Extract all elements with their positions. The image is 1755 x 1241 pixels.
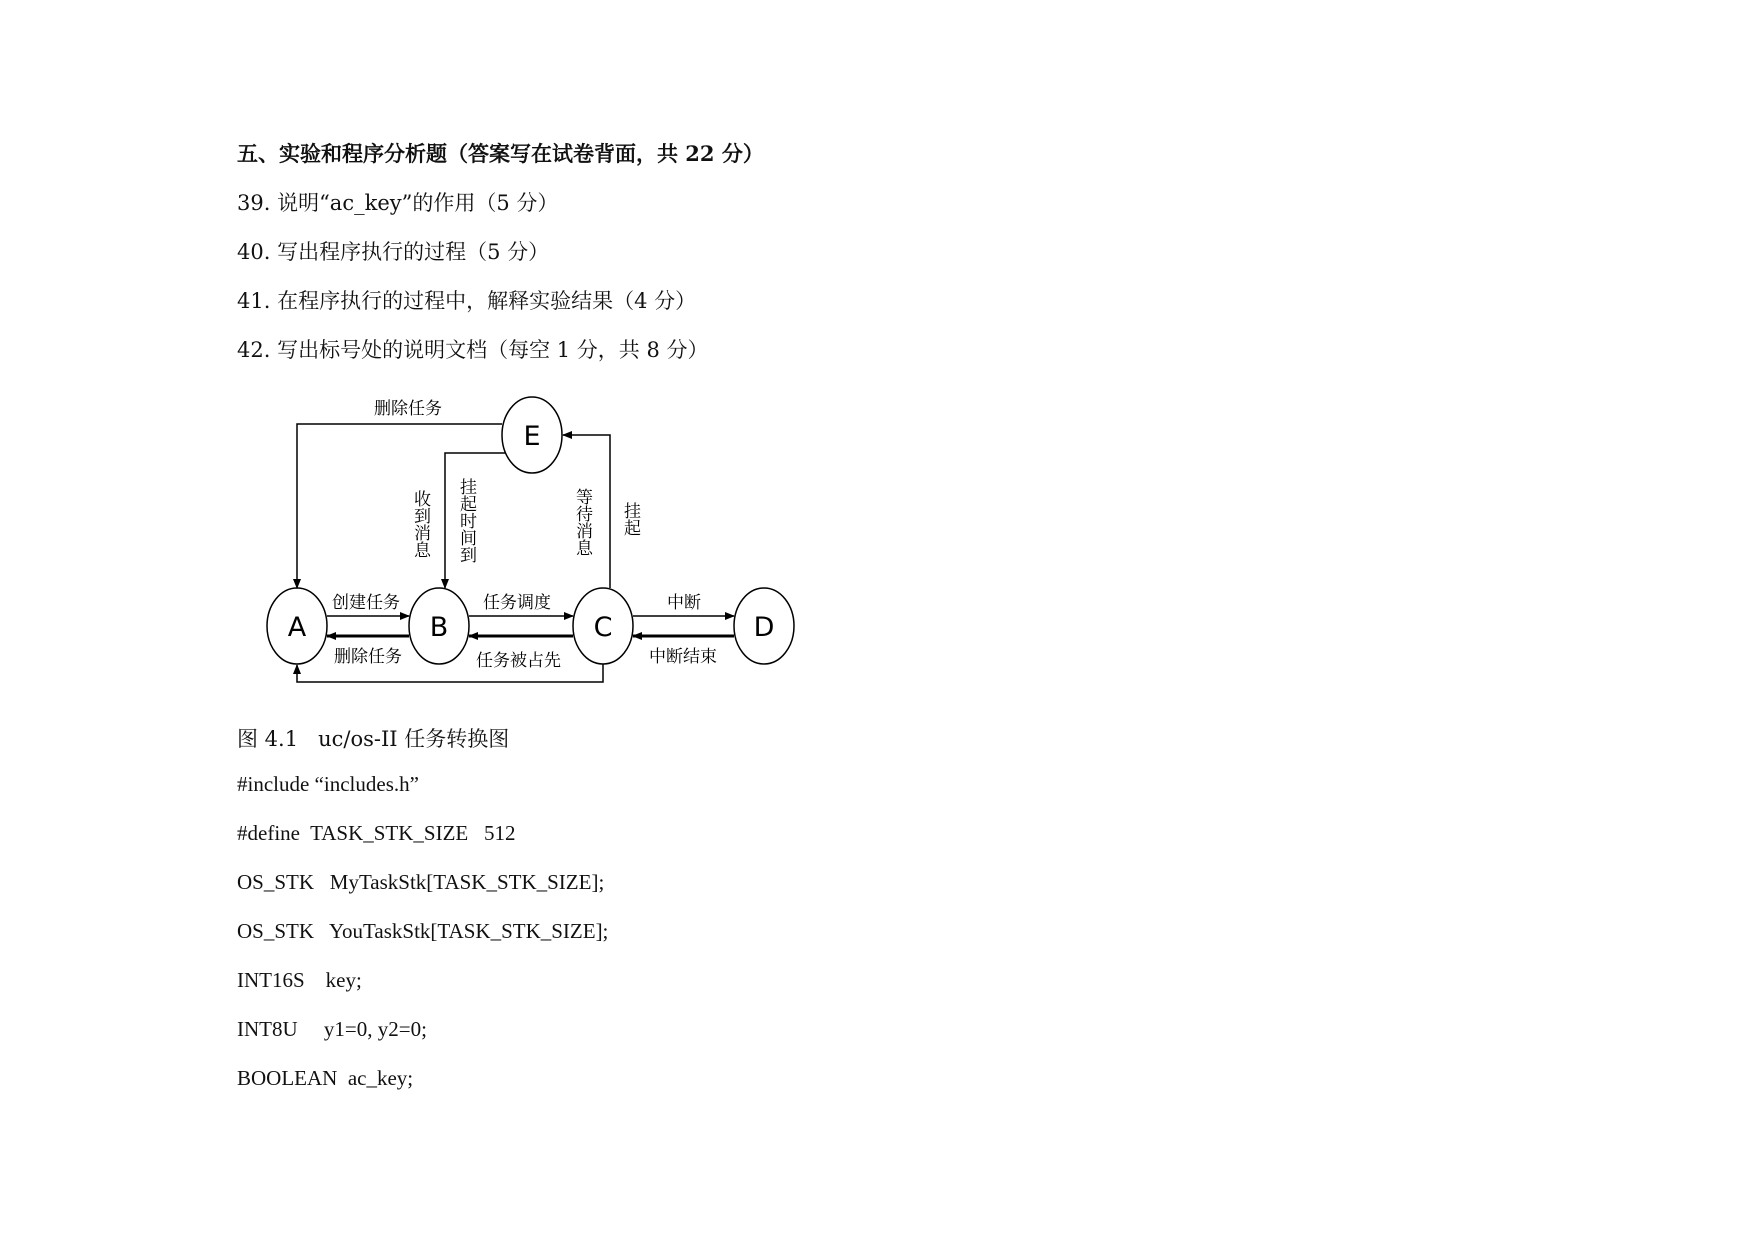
label-c-to-d: 中断: [667, 593, 701, 613]
question-42: 42. 写出标号处的说明文档（每空 1 分，共 8 分）: [237, 338, 709, 362]
node-a-label: A: [287, 612, 307, 643]
question-41: 41. 在程序执行的过程中，解释实验结果（4 分）: [237, 289, 697, 313]
node-d-label: D: [753, 612, 775, 643]
label-e-to-b-b: 挂起时间到: [456, 478, 476, 563]
code-line-ackey: BOOLEAN ac_key;: [237, 1066, 414, 1090]
label-e-to-a: 删除任务: [374, 399, 442, 419]
task-state-diagram: [262, 390, 812, 700]
label-b-to-a: 删除任务: [334, 647, 402, 667]
label-c-to-b: 任务被占先: [476, 651, 561, 671]
code-line-y1y2: INT8U y1=0, y2=0;: [237, 1017, 427, 1041]
node-c-label: C: [593, 612, 613, 643]
label-d-to-c: 中断结束: [649, 647, 717, 667]
code-line-key: INT16S key;: [237, 968, 362, 992]
node-b-label: B: [429, 612, 449, 643]
figure-caption: 图 4.1 uc/os-II 任务转换图: [237, 727, 510, 751]
node-e-label: E: [523, 421, 541, 452]
question-39: 39. 说明“ac_key”的作用（5 分）: [237, 191, 559, 215]
code-line-include: #include “includes.h”: [237, 772, 419, 796]
label-a-to-b: 创建任务: [332, 593, 400, 613]
code-line-mytaskstk: OS_STK MyTaskStk[TASK_STK_SIZE];: [237, 870, 605, 894]
section-heading: 五、实验和程序分析题（答案写在试卷背面，共 22 分）: [237, 141, 764, 166]
label-c-to-e-b: 挂起: [620, 502, 640, 536]
code-line-define: #define TASK_STK_SIZE 512: [237, 821, 516, 845]
question-40: 40. 写出程序执行的过程（5 分）: [237, 240, 550, 264]
label-b-to-c: 任务调度: [483, 593, 551, 613]
label-e-to-b-a: 收到消息: [410, 490, 430, 558]
label-c-to-e-a: 等待消息: [572, 488, 592, 556]
code-line-youtaskstk: OS_STK YouTaskStk[TASK_STK_SIZE];: [237, 919, 609, 943]
